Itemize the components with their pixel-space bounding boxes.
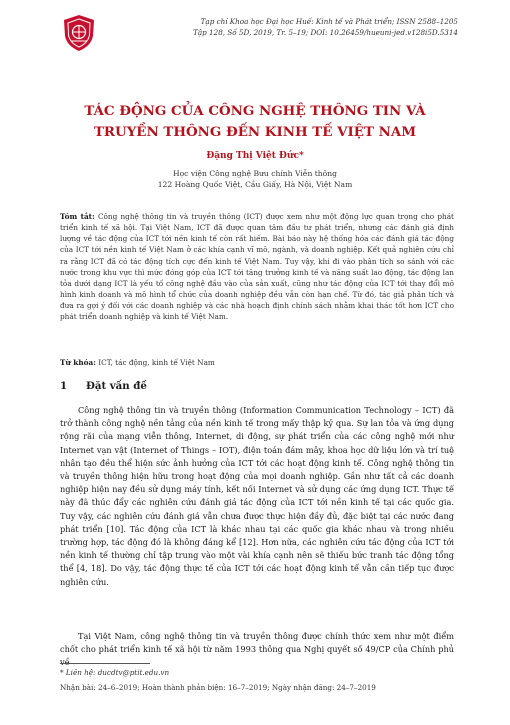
body-paragraph-2: Tại Việt Nam, công nghệ thông tin và truyền thông được chính thức xem như một điểm chốt cho phát triển kinh tế xã hội từ năm 1993 thông qua Nghị quyết số 49/CP của Chính phủ về xyxy=(60,631,454,668)
keywords xyxy=(60,358,215,367)
section-heading xyxy=(60,380,147,392)
paper-title-line-2: TRUYỀN THÔNG ĐẾN KINH TẾ VIỆT NAM xyxy=(93,124,417,140)
body-paragraph-1: Công nghệ thông tin và truyền thông (Information Communication Technology – ICT) đã trở thành công nghệ nền tảng của nền kinh tế trong mấy thập kỷ qua. Sự lan tỏa và ứng dụng rộng rãi của mạng viễn thông, Internet, di động, sự phát triển của các công nghệ mới như Internet vạn vật (Internet of Things – IOT), điện toán đám mây, khoa học dữ liệu lớn và trí tuệ nhân tạo đều thể hiện sức ảnh hưởng của ICT tới các hoạt động kinh tế. Công nghệ thông tin và truyền thông hiện hữu trong hoạt động của mọi doanh nghiệp. Gần như tất cả các doanh nghiệp hiện nay đều sử dụng máy tính, kết nối Internet và sử dụng các ứng dụng ICT. Thực tế này đã thúc đẩy các nghiên cứu đánh giá tác động của ICT tới nền kinh tế tại các quốc gia. Tuy vậy, các nghiên cứu đánh giá vẫn chưa được thực hiện đầy đủ, đặc biệt tại các nước đang phát triển [10]. Tác động của ICT là khác nhau tại các quốc gia khác nhau và trong nhiều trường hợp, tác động đó là không đáng kể [12]. Hơn nữa, các nghiên cứu tác động của ICT tới nền kinh tế thường chỉ tập trung vào một vài khía cạnh nên sẽ thiếu bức tranh tác động tổng thể [4, 18]. Do vậy, tác động thực tế của ICT tới các hoạt động kinh tế vẫn cần tiếp tục được nghiên cứu. xyxy=(60,405,454,587)
keywords-label: Từ khóa: xyxy=(60,358,96,367)
journal-name: Tạp chí Khoa học Đại học Huế: Kinh tế và Phát triển; ISSN 2588–1205 xyxy=(200,17,458,26)
keywords-text: ICT, tác động, kinh tế Việt Nam xyxy=(98,358,215,367)
journal-volume-doi: Tập 128, Số 5D, 2019, Tr. 5–19; DOI: 10.26459/hueuni-jed.v128i5D.5314 xyxy=(193,28,458,37)
footnote-divider xyxy=(60,663,150,664)
journal-header xyxy=(193,16,458,38)
author-name: Đặng Thị Việt Đức* xyxy=(206,151,304,161)
author-affiliation xyxy=(0,168,510,190)
submission-dates: Nhận bài: 24–6–2019; Hoàn thành phản biện: 16–7–2019; Ngày nhận đăng: 24–7–2019 xyxy=(60,683,376,692)
abstract xyxy=(60,211,454,323)
paper-title-line-1: TÁC ĐỘNG CỦA CÔNG NGHỆ THÔNG TIN VÀ xyxy=(84,103,426,119)
paper-title xyxy=(40,101,470,143)
contact-footnote: * Liên hệ: ducdtv@ptit.edu.vn xyxy=(60,668,170,677)
affiliation-address: 122 Hoàng Quốc Việt, Cầu Giấy, Hà Nội, Việt Nam xyxy=(157,180,353,189)
abstract-label: Tóm tắt: xyxy=(60,212,95,221)
abstract-text: Công nghệ thông tin và truyền thông (ICT) được xem như một động lực quan trọng cho phát triển kinh tế xã hội. Tại Việt Nam, ICT đã được quan tâm đầu tư phát triển, nhưng các đánh giá định lượng về tác động của ICT tới nền kinh tế còn rất hiếm. Bài báo này hệ thống hóa các đánh giá tác động của ICT tới nền kinh tế Việt Nam ở các khía cạnh vĩ mô, ngành, và doanh nghiệp. Kết quả nghiên cứu chỉ ra rằng ICT đã có tác động tích cực đến kinh tế Việt Nam. Tuy vậy, khi đi vào phân tích so sánh với các nước trong khu vực thì mức đóng góp của ICT tới tăng trưởng kinh tế và năng suất lao động, tác động lan tỏa dưới dạng ICT là yếu tố công nghệ đầu vào của sản xuất, cũng như tác động của ICT tới thay đổi mô hình kinh doanh và mô hình tổ chức của doanh nghiệp đều vẫn còn hạn chế. Từ đó, tác giả phân tích và đưa ra gợi ý đối với các doanh nghiệp và các nhà hoạch định chính sách nhằm khai thác tốt hơn ICT cho phát triển doanh nghiệp và kinh tế Việt Nam. xyxy=(60,212,454,322)
hue-university-logo-icon xyxy=(62,14,96,52)
section-title: Đặt vấn đề xyxy=(86,380,147,392)
affiliation-institution: Học viện Công nghệ Bưu chính Viễn thông xyxy=(172,169,338,178)
section-number: 1 xyxy=(60,380,68,392)
